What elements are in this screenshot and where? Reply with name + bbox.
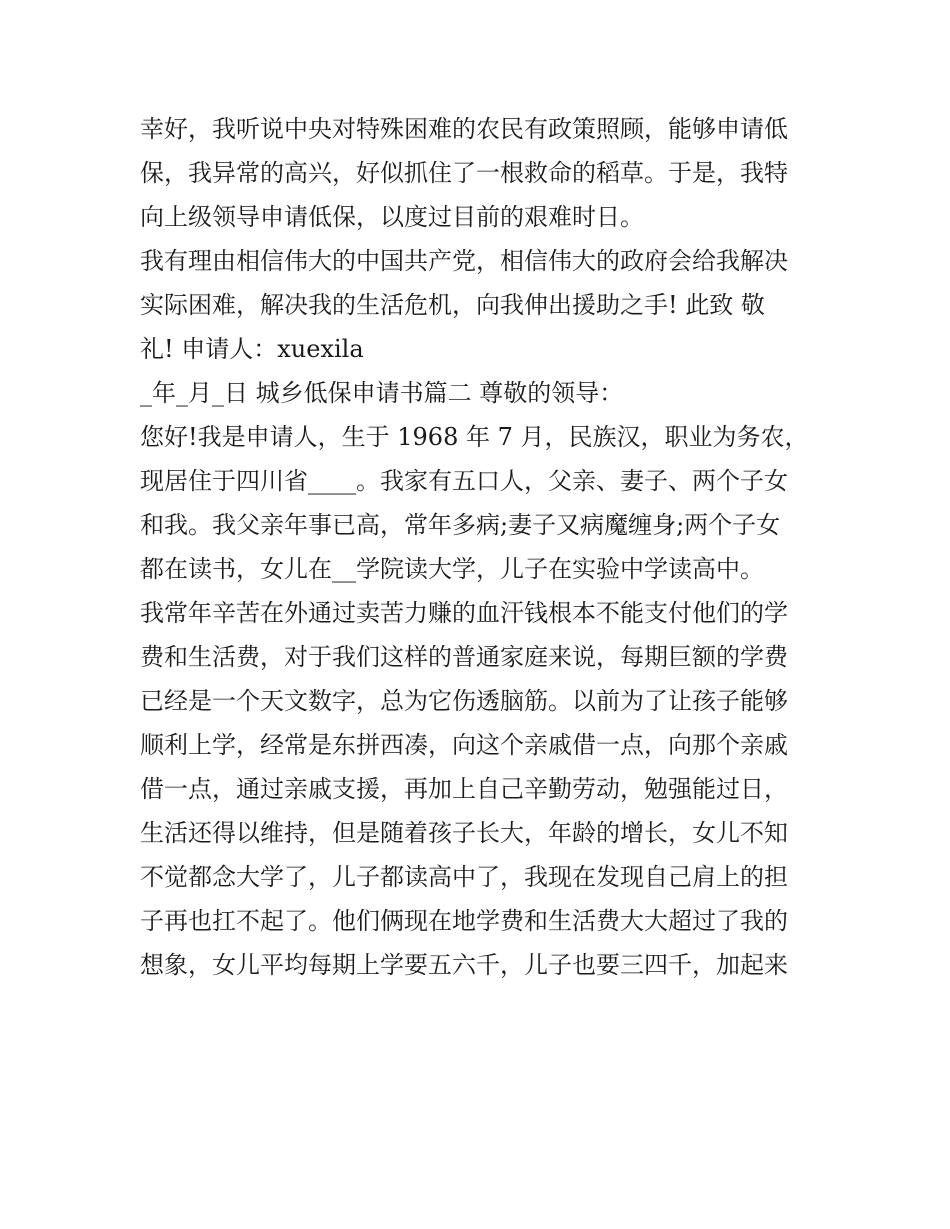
text-line: 顺利上学，经常是东拼西凑，向这个亲戚借一点，向那个亲戚 [140,731,788,759]
text-line: 保，我异常的高兴，好似抓住了一根救命的稻草。于是，我特 [140,159,788,187]
text-line: 不觉都念大学了，儿子都读高中了，我现在发现自己肩上的担 [140,863,788,891]
text-line: 向上级领导申请低保，以度过目前的艰难时日。 [140,203,644,231]
text-line: 生活还得以维持，但是随着孩子长大，年龄的增长，女儿不知 [140,819,788,847]
text-line: 都在读书，女儿在__学院读大学，儿子在实验中学读高中。 [140,555,764,583]
text-line: 和我。我父亲年事已高，常年多病;妻子又病魔缠身;两个子女 [140,511,781,539]
text-line: 子再也扛不起了。他们俩现在地学费和生活费大大超过了我的 [140,907,788,935]
text-line: 现居住于四川省____。我家有五口人，父亲、妻子、两个子女 [140,467,788,495]
document-body [140,107,820,987]
text-line: 已经是一个天文数字，总为它伤透脑筋。以前为了让孩子能够 [140,687,788,715]
text-line: 想象，女儿平均每期上学要五六千，儿子也要三四千，加起来 [140,951,788,979]
text-line: 您好!我是申请人，生于 1968 年 7 月，民族汉，职业为务农， [140,423,809,451]
text-line: 借一点，通过亲戚支援，再加上自己辛勤劳动，勉强能过日， [140,775,788,803]
text-line: 我常年辛苦在外通过卖苦力赚的血汗钱根本不能支付他们的学 [140,599,788,627]
text-line: 我有理由相信伟大的中国共产党，相信伟大的政府会给我解决 [140,247,788,275]
text-line: 实际困难，解决我的生活危机，向我伸出援助之手! 此致 敬 [140,291,765,319]
text-line: 幸好，我听说中央对特殊困难的农民有政策照顾，能够申请低 [140,115,788,143]
text-line: _年_月_日 城乡低保申请书篇二 尊敬的领导： [140,379,624,407]
text-line: 费和生活费，对于我们这样的普通家庭来说，每期巨额的学费 [140,643,788,671]
text-line: 礼! 申请人：xuexila [140,335,364,363]
